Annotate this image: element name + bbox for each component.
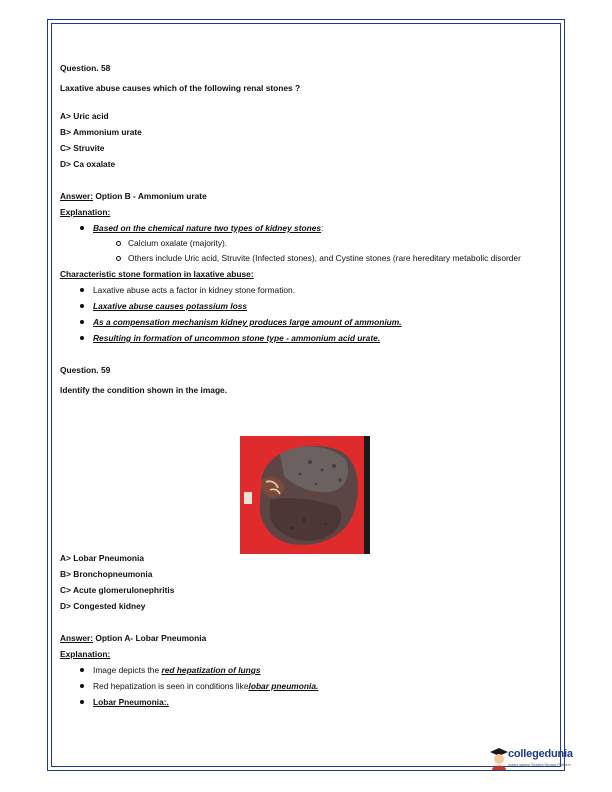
- list-item: [60, 678, 540, 694]
- question-58-text: Laxative abuse causes which of the following renal stones ?: [60, 83, 301, 93]
- list-item: [60, 694, 540, 710]
- student-mascot-icon: [490, 748, 508, 770]
- q58-option-c: C> Struvite: [60, 143, 105, 153]
- q58-char-item-2: Laxative abuse causes potassium loss: [93, 301, 248, 311]
- q58-char-heading: Characteristic stone formation in laxative abuse:: [60, 269, 254, 279]
- q59-option-a: A> Lobar Pneumonia: [60, 553, 144, 563]
- q59-bullet2-prefix: Red hepatization is seen in conditions like: [93, 681, 249, 691]
- list-item: [60, 220, 540, 236]
- collegedunia-logo[interactable]: [490, 746, 573, 776]
- q59-bullet1-link: red hepatization of lungs: [161, 665, 261, 675]
- list-item: [60, 298, 540, 314]
- q59-bullet1-prefix: Image depicts the: [93, 665, 162, 675]
- q58-char-item-4: Resulting in formation of uncommon stone type - ammonium acid urate.: [93, 333, 381, 343]
- q58-answer-text: Option B - Ammonium urate: [93, 191, 207, 201]
- q58-char-list: [60, 282, 540, 346]
- logo-tagline: India's largest Student Review Platform: [508, 763, 571, 767]
- question-58-title: Question. 58: [60, 63, 111, 73]
- q58-char-item-3: As a compensation mechanism kidney produces large amount of ammonium.: [93, 317, 402, 327]
- q59-option-b: B> Bronchopneumonia: [60, 569, 153, 579]
- list-item: [60, 330, 540, 346]
- q59-option-d: D> Congested kidney: [60, 601, 146, 611]
- lung-specimen-image: [240, 436, 370, 554]
- q58-char-item-1: Laxative abuse acts a factor in kidney stone formation.: [60, 282, 540, 298]
- question-59-title: Question. 59: [60, 365, 111, 375]
- question-59-text: Identify the condition shown in the image.: [60, 385, 228, 395]
- list-item: [60, 314, 540, 330]
- q59-answer-text: Option A- Lobar Pneumonia: [93, 633, 207, 643]
- q58-bullet1-text: Based on the chemical nature two types of kidney stones: [93, 223, 322, 233]
- q59-answer-label: Answer:: [60, 633, 94, 643]
- list-item: [60, 662, 540, 678]
- q58-subitem-2: Others include Uric acid, Struvite (Infected stones), and Cystine stones (rare hereditary metabolic disorder: [60, 251, 540, 266]
- q58-option-d: D> Ca oxalate: [60, 159, 116, 169]
- lung-specimen-drawing: [240, 436, 370, 554]
- q58-answer-label: Answer:: [60, 191, 94, 201]
- q58-subitem-1: Calcium oxalate (majority).: [60, 236, 540, 251]
- q59-explanation-list: [60, 662, 540, 710]
- q58-explanation-label: Explanation:: [60, 207, 111, 217]
- q58-answer: [60, 188, 540, 204]
- document-content: [60, 60, 540, 710]
- q59-bullet2-link: lobar pneumonia.: [248, 681, 319, 691]
- q59-option-c: C> Acute glomerulonephritis: [60, 585, 175, 595]
- q58-bullet1-suffix: :: [321, 223, 324, 233]
- q59-answer: [60, 630, 540, 646]
- q58-option-a: A> Uric acid: [60, 111, 109, 121]
- q59-explanation-label: Explanation:: [60, 649, 111, 659]
- q58-option-b: B> Ammonium urate: [60, 127, 142, 137]
- logo-wordmark: collegedunia: [508, 748, 573, 760]
- q59-bullet3: Lobar Pneumonia:.: [93, 697, 169, 707]
- q58-explanation-list: [60, 220, 540, 266]
